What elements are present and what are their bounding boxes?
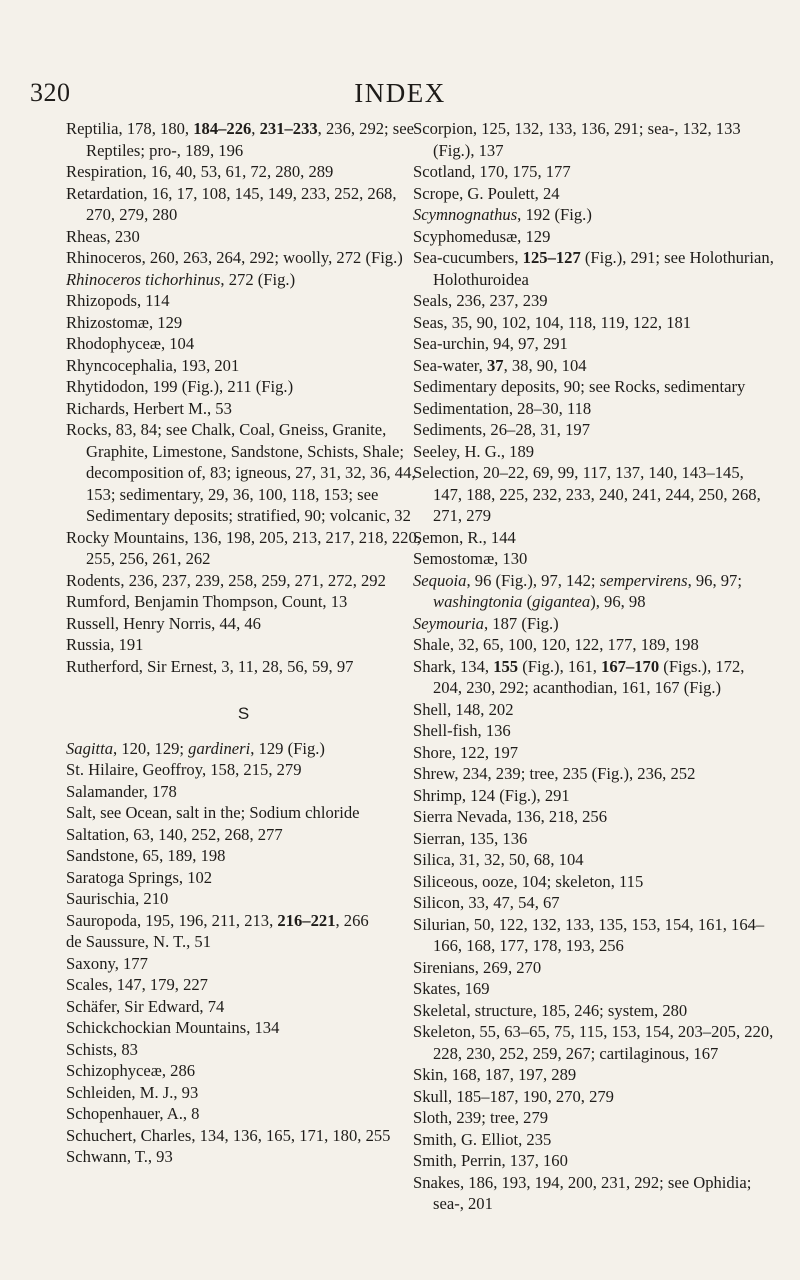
index-entry-text: Retardation, 16, 17, 108, 145, 149, 233, 252, 268, 270, 279, 280 <box>66 183 397 224</box>
index-entry <box>413 892 775 914</box>
index-entry <box>413 355 775 377</box>
index-entry-text: Seymouria <box>413 613 484 633</box>
index-entry-text: Scyphomedusæ, 129 <box>413 226 551 246</box>
index-entry <box>413 548 775 570</box>
index-entry <box>66 290 421 312</box>
index-entry-text: Sierra Nevada, 136, 218, 256 <box>413 807 608 826</box>
index-entry-text: Silurian, 50, 122, 132, 133, 135, 153, 154, 161, 164–166, 168, 177, 178, 193, 256 <box>413 914 765 955</box>
index-entry <box>413 290 775 312</box>
index-entry-text: Schists, 83 <box>66 1039 138 1059</box>
index-entry-text: Schwann, T., 93 <box>66 1147 173 1166</box>
index-entry-text: sempervirens <box>599 570 688 590</box>
index-entry-text: gardineri <box>188 738 251 758</box>
index-entry <box>413 785 775 807</box>
index-entry <box>413 828 775 850</box>
index-entry-text: , 96 (Fig.), 97, 142; <box>466 570 600 590</box>
index-entry-text: (Figs.), 172, 204, 230, 292; acanthodian, 161, 167 (Fig.) <box>433 656 745 697</box>
index-entry <box>413 161 775 183</box>
index-entry <box>66 419 421 527</box>
index-entry-text: Rhytidodon, 199 (Fig.), 211 (Fig.) <box>66 377 294 396</box>
index-entry-text: 167–170 <box>601 656 660 676</box>
section-letter: S <box>237 704 250 723</box>
index-entry <box>66 802 421 824</box>
index-entries-s <box>66 738 421 1168</box>
index-entry-text: , 187 (Fig.) <box>483 613 559 633</box>
index-entry <box>66 974 421 996</box>
index-column-right <box>413 118 775 1215</box>
index-entry-text: Rutherford, Sir Ernest, 3, 11, 28, 56, 59, 97 <box>66 656 354 676</box>
index-entry-text: Russell, Henry Norris, 44, 46 <box>66 613 261 633</box>
index-entry-text: Silica, 31, 32, 50, 68, 104 <box>413 850 584 869</box>
index-entry-text: Sea-cucumbers, <box>413 248 523 267</box>
index-entry-text: Rocky Mountains, 136, 198, 205, 213, 217, 218, 220, 255, 256, 261, 262 <box>66 527 421 568</box>
index-entry <box>413 720 775 742</box>
index-entry <box>66 824 421 846</box>
index-entry <box>413 462 775 527</box>
index-entry <box>413 699 775 721</box>
index-entry-text: Smith, G. Elliot, 235 <box>413 1129 552 1149</box>
index-entry <box>66 376 421 398</box>
index-entry-text: Scales, 147, 179, 227 <box>66 975 208 994</box>
index-entry <box>413 226 775 248</box>
index-entry <box>66 1125 421 1147</box>
index-entry-text: Smith, Perrin, 137, 160 <box>413 1151 568 1170</box>
index-entry <box>66 398 421 420</box>
index-entry-text: Schäfer, Sir Edward, 74 <box>66 996 225 1016</box>
index-entry <box>66 656 421 678</box>
index-entry <box>413 1064 775 1086</box>
index-entry-text: Sea-urchin, 94, 97, 291 <box>413 334 568 353</box>
index-entry-text: Silicon, 33, 47, 54, 67 <box>413 893 560 912</box>
index-entry-text: Sierran, 135, 136 <box>413 828 528 848</box>
index-entry-text: Rodents, 236, 237, 239, 258, 259, 271, 272, 292 <box>66 570 386 590</box>
index-entry <box>413 742 775 764</box>
index-entry-text: , <box>251 119 260 138</box>
index-entry-text: ), 96, 98 <box>590 592 646 611</box>
index-entry-text: , 120, 129; <box>113 738 189 758</box>
index-entry-text: Saltation, 63, 140, 252, 268, 277 <box>66 824 283 844</box>
index-entry-text: Seeley, H. G., 189 <box>413 441 535 461</box>
index-entry-text: Rhyncocephalia, 193, 201 <box>66 355 240 375</box>
index-entry <box>66 759 421 781</box>
index-entry <box>413 204 775 226</box>
index-entry-text: Richards, Herbert M., 53 <box>66 398 232 418</box>
index-entry-text: St. Hilaire, Geoffroy, 158, 215, 279 <box>66 760 302 779</box>
index-entry <box>66 247 421 269</box>
index-entry-text: Sauropoda, 195, 196, 211, 213, <box>66 910 278 930</box>
index-column-left <box>66 118 421 1168</box>
index-entry-text: , 266 <box>335 910 369 930</box>
index-entry <box>413 1021 775 1064</box>
index-entry <box>413 570 775 613</box>
index-entry-text: Sandstone, 65, 189, 198 <box>66 846 226 865</box>
index-entry-text: Saurischia, 210 <box>66 889 169 908</box>
index-entry-text: Sagitta <box>66 738 114 758</box>
index-entry-text: Shrimp, 124 (Fig.), 291 <box>413 785 570 805</box>
index-entry-text: Scotland, 170, 175, 177 <box>413 162 571 181</box>
index-entry <box>66 888 421 910</box>
index-entry <box>413 1107 775 1129</box>
index-entry-text: Rheas, 230 <box>66 226 140 246</box>
page-number: 320 <box>30 78 71 107</box>
index-entry-text: Sediments, 26–28, 31, 197 <box>413 420 590 439</box>
index-entry <box>66 118 421 161</box>
index-entry-text: Siliceous, ooze, 104; skeleton, 115 <box>413 871 644 891</box>
index-entry <box>66 867 421 889</box>
index-entry <box>413 613 775 635</box>
index-entry <box>66 570 421 592</box>
index-entry <box>66 1060 421 1082</box>
index-entry-text: Skeleton, 55, 63–65, 75, 115, 153, 154, 203–205, 220, 228, 230, 252, 259, 267; cartilaginous, 167 <box>413 1022 774 1063</box>
index-entry-text: Selection, 20–22, 69, 99, 117, 137, 140, 143–145, 147, 188, 225, 232, 233, 240, 241, 244, 250, 268, 271, 279 <box>413 463 761 525</box>
index-entry-text: Sea-water, <box>413 355 487 375</box>
index-entry-text: Seals, 236, 237, 239 <box>413 291 548 310</box>
index-entry-text: , 192 (Fig.) <box>517 205 592 224</box>
index-entry-text: Skeletal, structure, 185, 246; system, 280 <box>413 1000 688 1020</box>
index-entry <box>66 613 421 635</box>
page-header <box>0 78 800 118</box>
index-entry-text: Skates, 169 <box>413 979 490 998</box>
index-entry-text: Rumford, Benjamin Thompson, Count, 13 <box>66 592 348 611</box>
index-entry-text: 155 <box>493 656 519 676</box>
index-entry <box>413 118 775 161</box>
index-entry <box>413 183 775 205</box>
index-entry-text: washingtonia <box>433 592 523 611</box>
index-entry-text: Schleiden, M. J., 93 <box>66 1082 199 1102</box>
index-entry-text: Schizophyceæ, 286 <box>66 1061 196 1080</box>
index-entry <box>413 806 775 828</box>
index-entry-text: gigantea <box>532 592 591 611</box>
index-entry <box>413 957 775 979</box>
index-entry <box>413 419 775 441</box>
index-entry <box>413 849 775 871</box>
index-entry-text: Reptilia, 178, 180, <box>66 119 194 138</box>
index-entry <box>66 1146 421 1168</box>
index-entry-text: , 38, 90, 104 <box>503 355 587 375</box>
index-entry-text: Rhizostomæ, 129 <box>66 312 183 332</box>
index-entry-text: Rhinoceros tichorhinus <box>66 269 221 289</box>
index-entry-text: Shale, 32, 65, 100, 120, 122, 177, 189, 198 <box>413 635 699 654</box>
index-entry-text: Salt, see Ocean, salt in the; Sodium chloride <box>66 803 360 822</box>
index-entry-text: Skin, 168, 187, 197, 289 <box>413 1065 577 1084</box>
index-entry-text: Semon, R., 144 <box>413 527 516 547</box>
index-entry-text: (Fig.), 161, <box>518 656 602 676</box>
index-entry-text: Saratoga Springs, 102 <box>66 867 213 887</box>
index-entry <box>66 953 421 975</box>
page-title: INDEX <box>354 78 446 108</box>
index-entry-text: , 236, 292; see Reptiles; pro-, 189, 196 <box>86 119 414 160</box>
index-entry <box>66 333 421 355</box>
index-entry-text: Saxony, 177 <box>66 953 148 973</box>
index-entry-text: 184–226 <box>193 119 252 138</box>
index-entry-text: Rhizopods, 114 <box>66 291 170 310</box>
index-entry <box>66 910 421 932</box>
index-entry <box>413 441 775 463</box>
index-entry <box>413 914 775 957</box>
index-entry <box>413 1000 775 1022</box>
index-entry <box>413 1172 775 1215</box>
index-entry <box>66 634 421 656</box>
index-entry-text: Sedimentation, 28–30, 118 <box>413 398 592 418</box>
index-entry <box>66 996 421 1018</box>
index-entry-text: ( <box>522 592 533 611</box>
index-entry-text: Rhodophyceæ, 104 <box>66 334 195 353</box>
index-entry-text: 231–233 <box>259 119 318 138</box>
index-entry-text: de Saussure, N. T., 51 <box>66 932 212 951</box>
index-entry <box>66 781 421 803</box>
index-entry-text: 125–127 <box>522 248 581 267</box>
index-entry-text: Shrew, 234, 239; tree, 235 (Fig.), 236, 252 <box>413 764 696 783</box>
index-entry <box>413 1086 775 1108</box>
index-entry <box>66 312 421 334</box>
index-entry-text: Shell-fish, 136 <box>413 721 511 740</box>
index-entry <box>66 269 421 291</box>
index-entry-text: Rhinoceros, 260, 263, 264, 292; woolly, 272 (Fig.) <box>66 248 403 267</box>
index-entry <box>413 527 775 549</box>
index-entry <box>413 1150 775 1172</box>
index-entry-text: Schuchert, Charles, 134, 136, 165, 171, 180, 255 <box>66 1125 391 1145</box>
index-entry <box>66 1017 421 1039</box>
index-entry-text: Semostomæ, 130 <box>413 549 528 568</box>
index-entries-r <box>66 118 421 677</box>
index-entry-text: Sedimentary deposits, 90; see Rocks, sedimentary <box>413 377 746 396</box>
index-entry <box>66 527 421 570</box>
index-entry-text: Scorpion, 125, 132, 133, 136, 291; sea-, 132, 133 (Fig.), 137 <box>413 119 741 160</box>
index-entry <box>413 398 775 420</box>
index-entry <box>66 931 421 953</box>
index-entry <box>66 183 421 226</box>
index-entry <box>413 634 775 656</box>
index-entry <box>413 978 775 1000</box>
index-entry-text: 216–221 <box>277 910 336 930</box>
index-entry-text: Scrope, G. Poulett, 24 <box>413 183 560 203</box>
index-entry <box>66 1039 421 1061</box>
index-entry-text: Respiration, 16, 40, 53, 61, 72, 280, 289 <box>66 162 334 181</box>
index-entry-text: , 272 (Fig.) <box>220 269 296 289</box>
index-entry-text: Sloth, 239; tree, 279 <box>413 1108 549 1127</box>
index-entry-text: , 129 (Fig.) <box>250 738 325 758</box>
index-entry-text: , 96, 97; <box>687 570 742 590</box>
index-entry-text: Shell, 148, 202 <box>413 699 514 719</box>
index-entry <box>413 1129 775 1151</box>
index-entry-text: Shore, 122, 197 <box>413 742 519 762</box>
index-entry-text: (Fig.), 291; see Holothurian, Holothuroidea <box>433 248 774 289</box>
index-entry-text: Salamander, 178 <box>66 781 177 801</box>
index-entry <box>413 333 775 355</box>
index-entry <box>66 845 421 867</box>
index-entry <box>66 591 421 613</box>
index-entry-text: Scymnognathus <box>413 205 518 224</box>
index-entry <box>413 763 775 785</box>
index-entry <box>413 871 775 893</box>
index-entry-text: Snakes, 186, 193, 194, 200, 231, 292; see Ophidia; sea-, 201 <box>413 1172 752 1213</box>
index-entry-text: Schopenhauer, A., 8 <box>66 1104 200 1123</box>
index-entry-text: Sequoia <box>413 570 467 590</box>
index-entry <box>413 376 775 398</box>
index-entry-text: Shark, 134, <box>413 656 494 676</box>
index-entry-text: Sirenians, 269, 270 <box>413 957 542 977</box>
index-entry <box>66 1103 421 1125</box>
index-entry <box>413 656 775 699</box>
index-entry-text: Rocks, 83, 84; see Chalk, Coal, Gneiss, Granite, Graphite, Limestone, Sandstone, Schists, Shale; decomposition of, 83; igneous, 27, 31, 32, 36, 44, 153; sedimentary, 29, 36, 100, 118, 153; see Sedimentary deposits; stratified, 90; volcanic, 32 <box>66 420 416 525</box>
index-entry <box>66 1082 421 1104</box>
index-entry <box>66 355 421 377</box>
index-entry-text: 37 <box>486 355 504 375</box>
index-entry <box>413 247 775 290</box>
index-entry-text: Skull, 185–187, 190, 270, 279 <box>413 1086 614 1106</box>
index-entry <box>66 161 421 183</box>
index-entry <box>66 226 421 248</box>
index-entry-text: Russia, 191 <box>66 635 144 654</box>
index-entry <box>413 312 775 334</box>
index-entries-s-continued <box>413 118 775 1215</box>
index-entry-text: Seas, 35, 90, 102, 104, 118, 119, 122, 181 <box>413 312 692 332</box>
index-entry-text: Schickchockian Mountains, 134 <box>66 1018 280 1037</box>
index-entry <box>66 738 421 760</box>
